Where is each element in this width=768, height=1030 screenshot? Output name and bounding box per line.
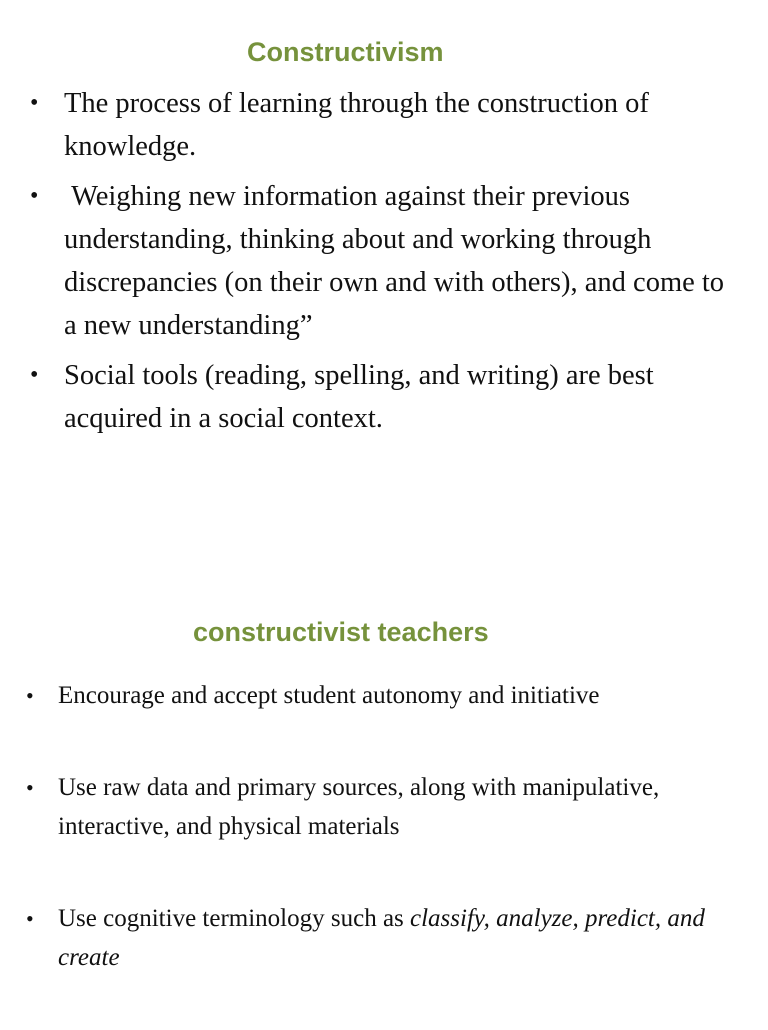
list-item-italic-text: classify, analyze, predict, and create xyxy=(58,905,705,971)
bullet-list xyxy=(26,676,726,1030)
bullet-icon: • xyxy=(26,683,34,708)
slide-constructivist-teachers xyxy=(0,590,768,1010)
list-item-text: Encourage and accept student autonomy and initiative xyxy=(58,682,600,709)
bullet-icon: • xyxy=(26,906,34,931)
bullet-icon: • xyxy=(30,362,39,388)
list-item xyxy=(30,354,730,440)
bullet-icon: • xyxy=(30,183,39,209)
slide-title: constructivist teachers xyxy=(193,617,489,647)
list-item xyxy=(26,768,726,846)
slide-constructivism xyxy=(0,0,768,470)
bullet-list xyxy=(30,82,730,447)
list-item-text: Use cognitive terminology such as xyxy=(58,905,411,932)
list-item-text: Social tools (reading, spelling, and writing) are best acquired in a social context. xyxy=(64,360,654,434)
list-item-text: Use raw data and primary sources, along with manipulative, interactive, and physical materials xyxy=(58,774,660,840)
list-item-text: The process of learning through the construction of knowledge. xyxy=(64,88,649,162)
list-item xyxy=(30,175,730,347)
slide-title: Constructivism xyxy=(247,37,444,67)
list-item xyxy=(26,676,726,715)
list-item xyxy=(30,82,730,168)
bullet-icon: • xyxy=(26,775,34,800)
list-item-text: Weighing new information against their previous understanding, thinking about and working through discrepancies (on their own and with others), and come to a new understanding” xyxy=(64,181,732,341)
bullet-icon: • xyxy=(30,90,39,116)
list-item xyxy=(26,899,726,977)
